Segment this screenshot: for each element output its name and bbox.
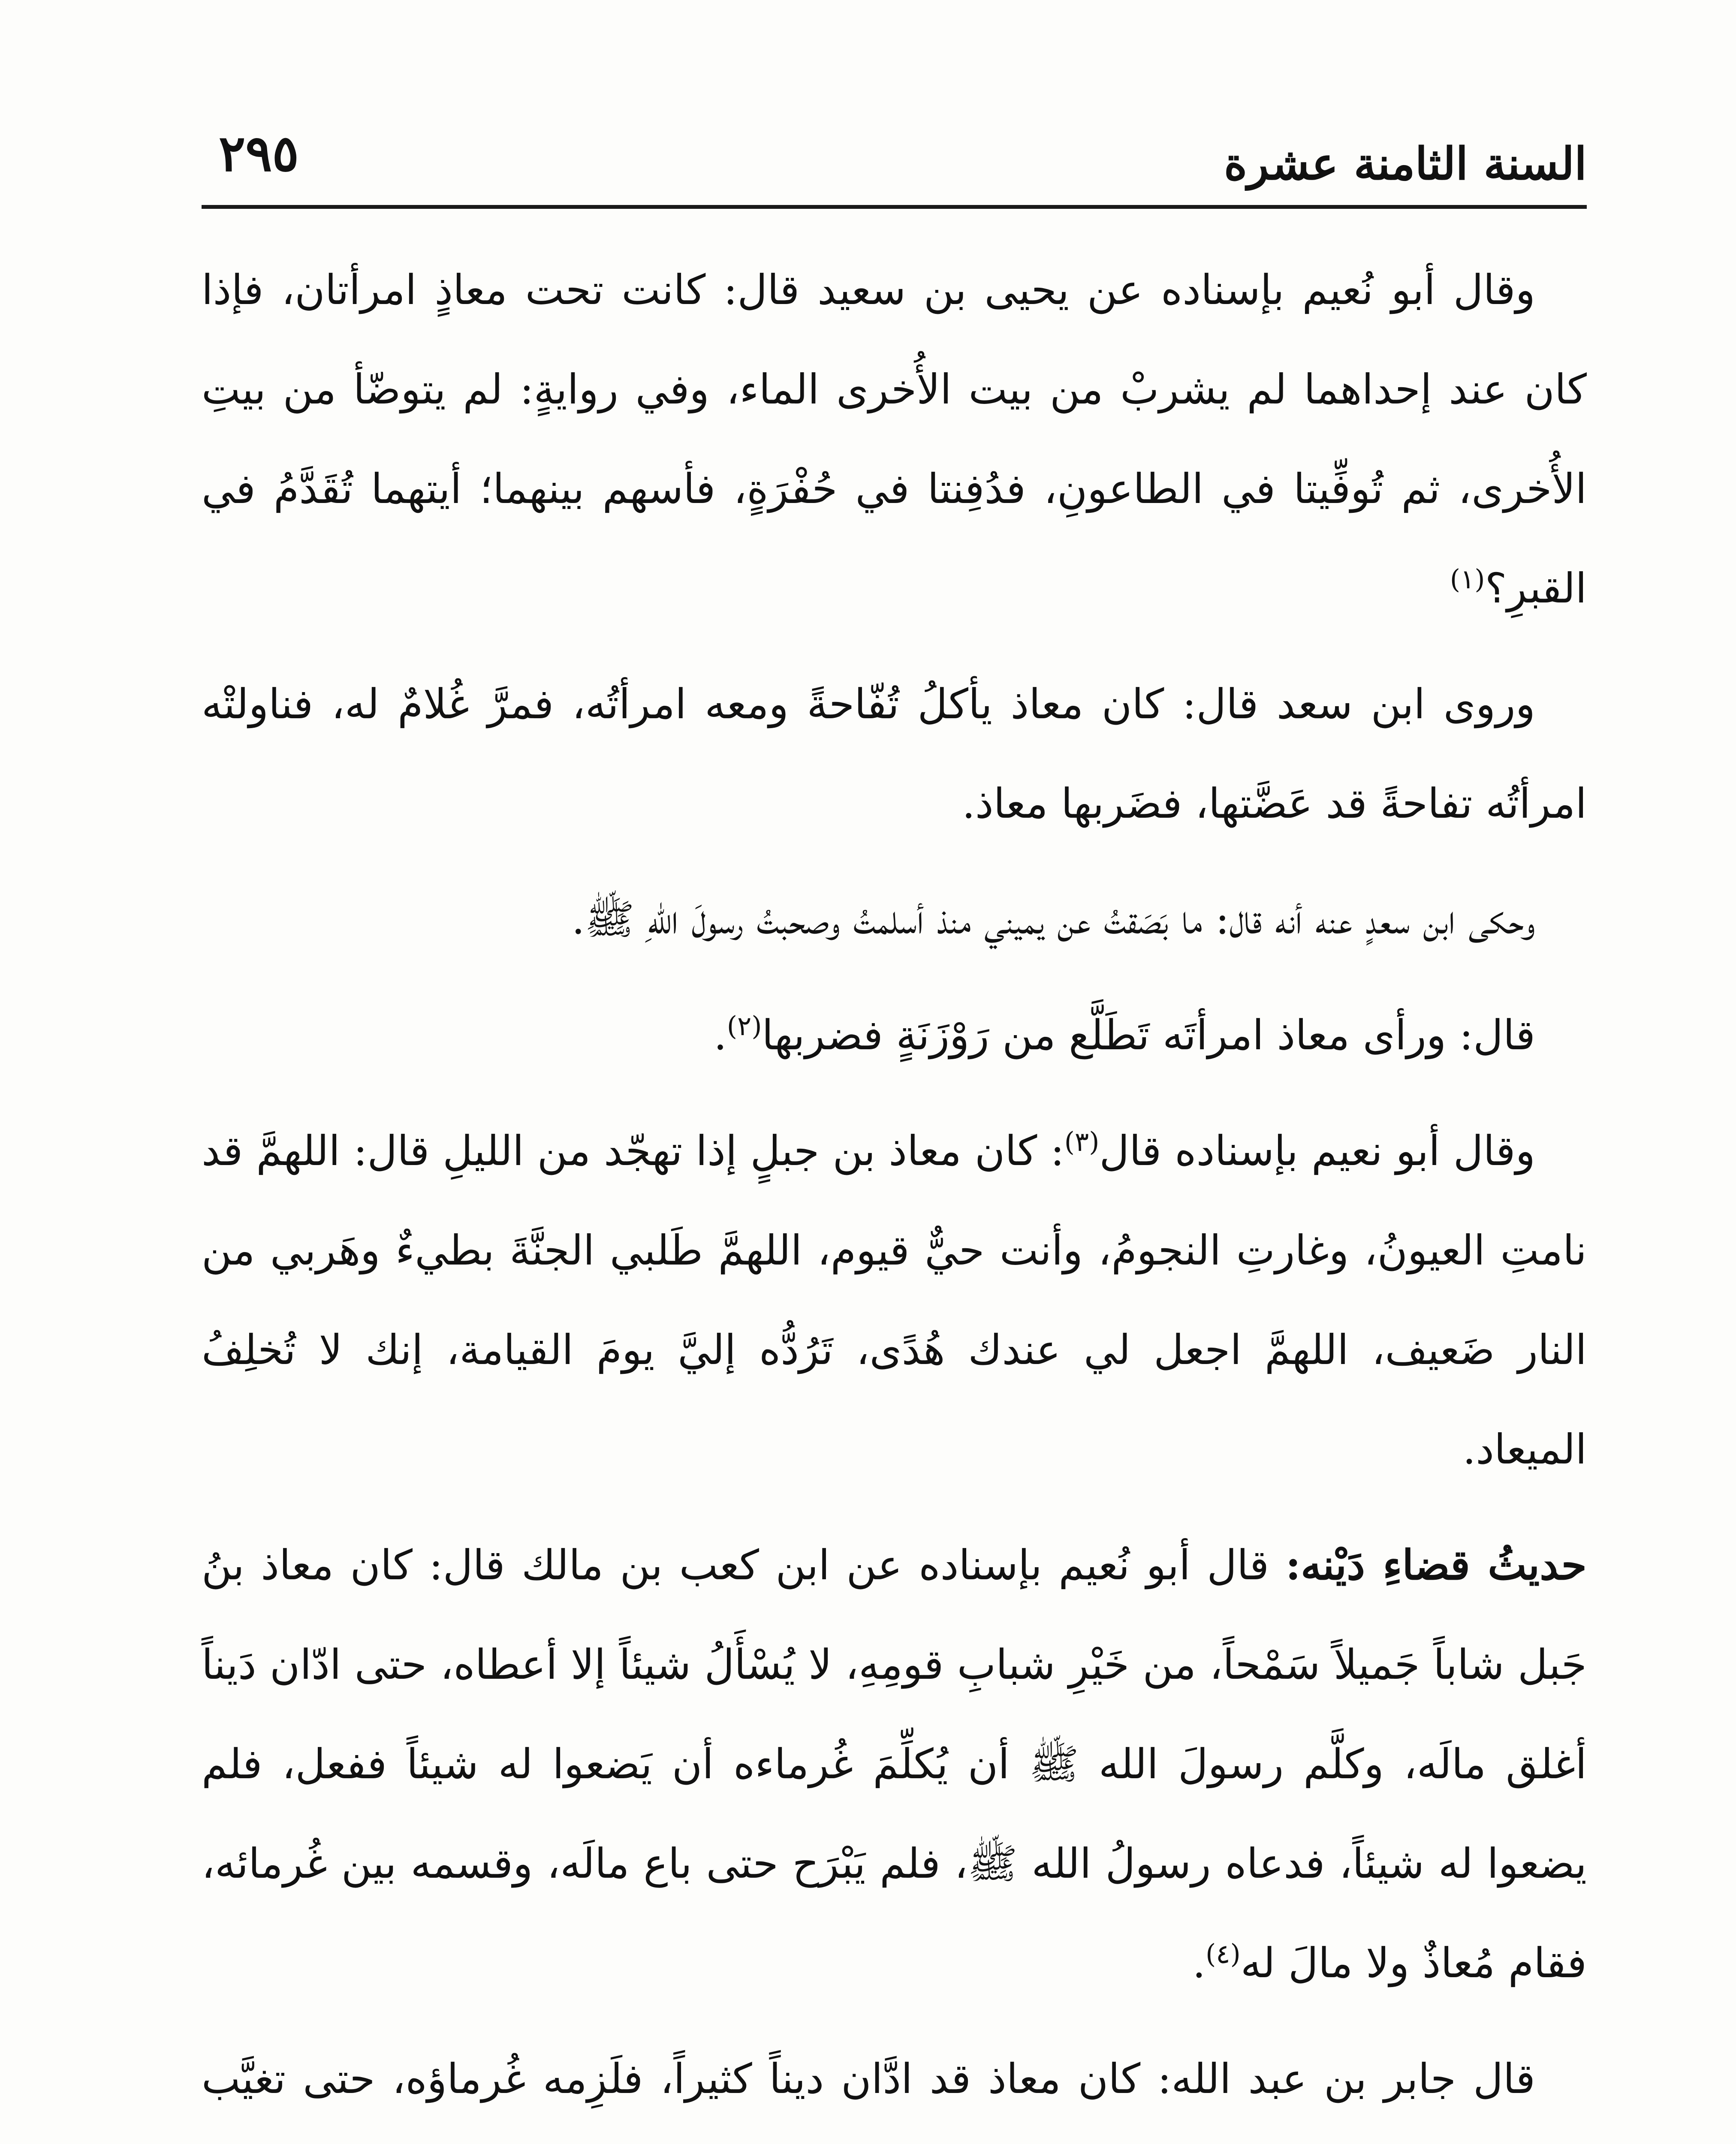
paragraph-end: . — [714, 1011, 727, 1059]
paragraph-2: وروى ابن سعد قال: كان معاذ يأكلُ تُفّاحةً ومعه امرأتُه، فمرَّ غُلامٌ له، فناولتْه امرأتُه تفاحةً قد عَضَّتها، فضَربها معاذ. — [202, 680, 1587, 828]
paragraph-text: وقال أبو نُعيم بإسناده عن يحيى بن سعيد قال: كانت تحت معاذٍ امرأتان، فإذا كان عند إحداهما لم يشربْ من بيت الأُخرى الماء، وفي روايةٍ: لم يتوضّأ من بيتِ الأُخرى، ثم تُوفِّيتا في الطاعونِ، فدُفِنتا في حُفْرَةٍ، فأسهم بينهما؛ أيتهما تُقَدَّمُ في القبرِ؟ — [202, 266, 1587, 612]
paragraph-text: قال أبو نُعيم بإسناده عن ابن كعب بن مالك قال: كان معاذ بنُ جَبل شاباً جَميلاً سَمْحاً، من خَيْرِ شبابِ قومِهِ، لا يُسْأَلُ شيئاً إلا أعطاه، حتى ادّان دَيناً أغلق مالَه، وكلَّم رسولَ الله ﷺ أن يُكلِّمَ غُرماءه أن يَضعوا له شيئاً ففعل، فلم يضعوا له شيئاً، فدعاه رسولُ الله ﷺ، فلم يَبْرَح حتى باع مالَه، وقسمه بين غُرمائه، فقام مُعاذٌ ولا مالَ له — [202, 1541, 1587, 1987]
paragraph-5 — [202, 1101, 1587, 1499]
paragraph-text: وقال أبو نعيم بإسناده قال — [1099, 1127, 1536, 1175]
paragraph-text: قال: ورأى معاذ امرأتَه تَطَلَّع من رَوْزَنَةٍ فضربها — [762, 1011, 1535, 1059]
footnote-ref-4[interactable]: (٤) — [1206, 1938, 1241, 1969]
paragraph-3: وحكى ابن سعدٍ عنه أنه قال: ما بَصَقتُ عن يميني منذ أسلمتُ وصحبتُ رسولَ اللهِ ﷺ. — [572, 895, 1535, 943]
page-header — [202, 120, 1587, 206]
header-rule — [202, 205, 1587, 209]
paragraph-1 — [202, 240, 1587, 638]
main-text — [202, 240, 1587, 2144]
paragraph-4 — [202, 985, 1587, 1085]
section-lead: حديثُ قضاءِ دَيْنه: — [1285, 1541, 1587, 1589]
running-title: السنة الثامنة عشرة — [1224, 137, 1587, 190]
paragraph-6 — [202, 1515, 1587, 2013]
paragraph-text: : كان معاذ بن جبلٍ إذا تهجّد من الليلِ قال: اللهمَّ قد نامتِ العيونُ، وغارتِ النجومُ، وأنت حيٌّ قيوم، اللهمَّ طَلبي الجنَّةَ بطيءٌ وهَربي من النار ضَعيف، اللهمَّ اجعل لي عندك هُدًى، تَرُدُّه إليَّ يومَ القيامة، إنك لا تُخلِفُ الميعاد. — [202, 1127, 1587, 1473]
footnote-ref-2[interactable]: (٢) — [726, 1010, 762, 1042]
footnote-ref-3[interactable]: (٣) — [1064, 1126, 1100, 1157]
paragraph-7: قال جابر بن عبد الله: كان معاذ قد ادَّان ديناً كثيراً، فلَزِمه غُرماؤه، حتى تغيَّب — [202, 2055, 1536, 2103]
paragraph-end: . — [1192, 1939, 1206, 1987]
page-number: ٢٩٥ — [219, 124, 299, 183]
footnote-ref-1[interactable]: (١) — [1450, 563, 1485, 595]
